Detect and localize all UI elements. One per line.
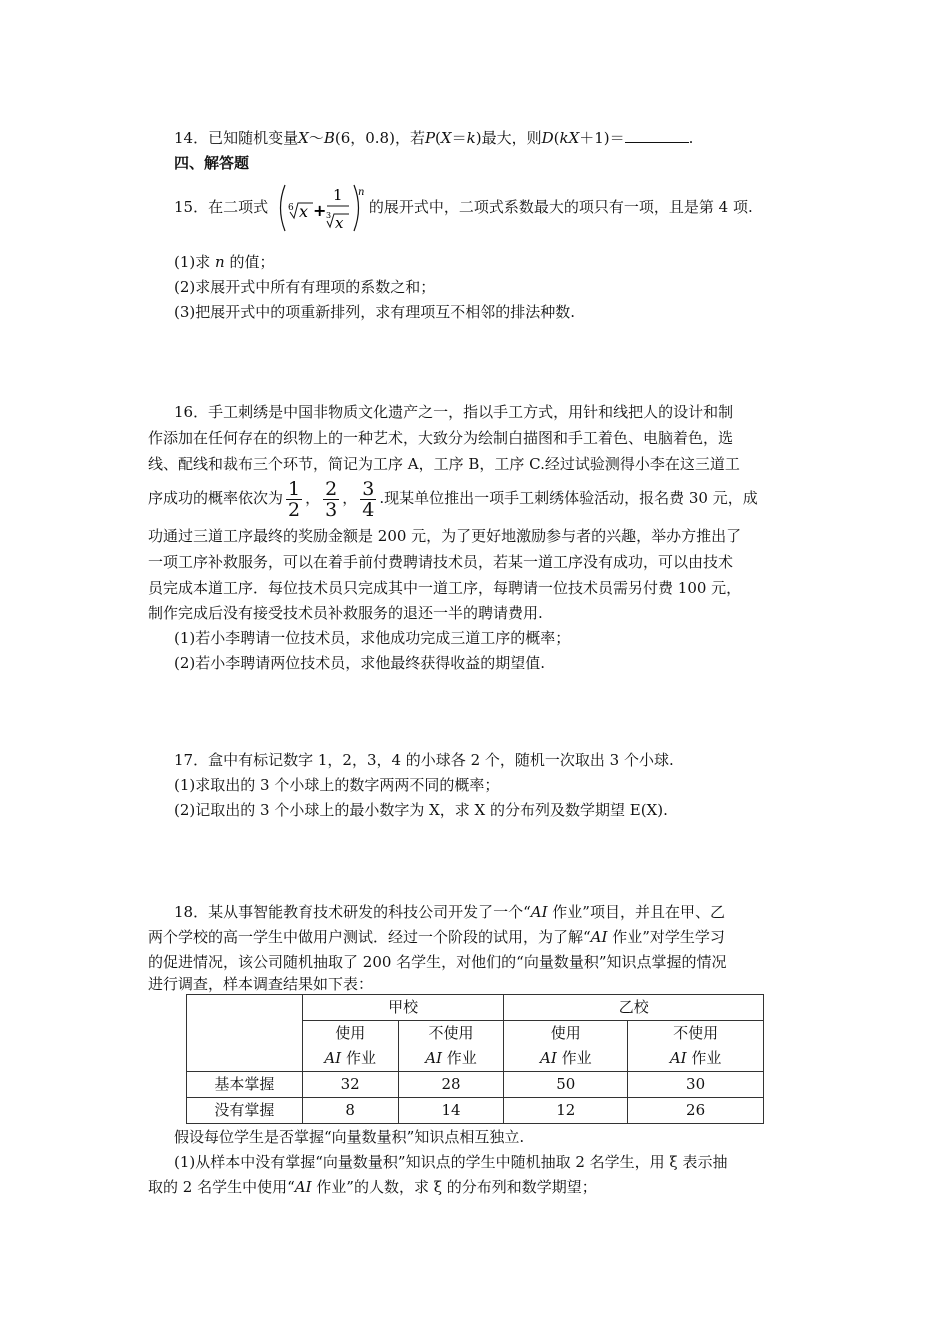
table-corner [187,995,303,1072]
q16-line5: 功通过三道工序最终的奖励金额是 200 元，为了更好地激励参与者的兴趣，举办方推出了 [148,527,742,545]
q16-sub2: (2)若小李聘请两位技术员，求他最终获得收益的期望值. [174,654,546,672]
power-n: n [357,187,365,198]
answer-blank [625,127,689,143]
root3-index: 3 [325,211,331,220]
q18-line3: 的促进情况，该公司随机抽取了 200 名学生，对他们的“向量数量积”知识点掌握的情况 [148,953,727,971]
q18-line2: 两个学校的高一学生中做用户测试．经过一个阶段的试用，为了解“AI 作业”对学生学习 [148,928,725,946]
row-label: 基本掌握 [187,1072,303,1098]
survey-table [186,994,764,1124]
q16-line2: 作添加在任何存在的织物上的一种艺术，大致分为绘制白描图和手工着色、电脑着色，选 [148,429,734,447]
q17-sub1: (1)求取出的 3 个小球上的数字两两不同的概率； [174,776,500,794]
col-a-nouse: 不使用 AI 作业 [398,1021,504,1072]
q16-line4: 序成功的概率依次为 $\frac{1}{2}$ ， $\frac{2}{3}$ ， $\frac{3}{4}$ .现某单位推出一项手工刺绣体验活动，报名费 30 元，成 [148,477,758,521]
x-term-2: x [334,214,344,232]
school-b-header: 乙校 [504,995,764,1021]
q16-line7: 员完成本道工序．每位技术员只完成其中一道工序，每聘请一位技术员需另付费 100 元， [148,579,742,597]
plus-sign: + [312,201,327,220]
row-label: 没有掌握 [187,1098,303,1124]
q18-sub1-line1: (1)从样本中没有掌握“向量数量积”知识点的学生中随机抽取 2 名学生，用 ξ 表示抽 [174,1153,728,1171]
section-heading: 四、解答题 [174,154,250,172]
table-cell: 28 [398,1072,504,1098]
q17-line1: 17．盒中有标记数字 1，2，3，4 的小球各 2 个，随机一次取出 3 个小球. [174,751,674,769]
table-cell: 30 [628,1072,764,1098]
table-row [187,1072,764,1098]
table-cell: 26 [628,1098,764,1124]
x-term: x [298,202,308,221]
school-a-header: 甲校 [302,995,504,1021]
left-paren [280,185,285,231]
table-row [187,1098,764,1124]
q16-line8: 制作完成后没有接受技术员补救服务的退还一半的聘请费用. [148,604,543,622]
fraction-one-half: $\frac{1}{2}$ [288,477,301,521]
table-cell: 12 [504,1098,628,1124]
q15-stem: 15．在二项式 6 x + 1 3 x n 的展开式中，二项式系数最大的项只有一项，且是第 4 项. [148,182,808,234]
fraction-three-quarters: $\frac{3}{4}$ [362,477,375,521]
q16-line6: 一项工序补救服务，可以在着手前付费聘请技术员，若某一道工序没有成功，可以由技术 [148,553,734,571]
q16-line3: 线、配线和裁布三个环节，简记为工序 A，工序 B，工序 C.经过试验测得小李在这三道工 [148,455,740,473]
q17-sub2: (2)记取出的 3 个小球上的最小数字为 X，求 X 的分布列及数学期望 E(X). [174,801,668,819]
col-b-nouse: 不使用 AI 作业 [628,1021,764,1072]
q16-sub1: (1)若小李聘请一位技术员，求他成功完成三道工序的概率； [174,629,571,647]
root6-index: 6 [287,203,294,213]
table-cell: 14 [398,1098,504,1124]
q18-sub1-line2: 取的 2 名学生中使用“AI 作业”的人数，求 ξ 的分布列和数学期望； [148,1178,597,1196]
q18-line1: 18．某从事智能教育技术研发的科技公司开发了一个“AI 作业”项目，并且在甲、乙 [174,903,725,921]
binomial-expression [275,182,367,234]
q14-line: 14．已知随机变量X～B(6，0.8)，若P(X＝k)最大，则D(kX＋1)＝ . [174,129,694,147]
q18-assumption: 假设每位学生是否掌握“向量数量积”知识点相互独立. [174,1128,525,1146]
table-cell: 8 [302,1098,398,1124]
numerator-one: 1 [332,186,343,204]
table-header-row [187,995,764,1021]
fraction-two-thirds: $\frac{2}{3}$ [325,477,338,521]
col-a-use: 使用 AI 作业 [302,1021,398,1072]
q15-sub3: (3)把展开式中的项重新排列，求有理项互不相邻的排法种数. [174,303,576,321]
q15-sub1: (1)求 n 的值； [174,253,275,271]
table-cell: 50 [504,1072,628,1098]
q15-sub2: (2)求展开式中所有有理项的系数之和； [174,278,436,296]
q16-line1: 16．手工刺绣是中国非物质文化遗产之一，指以手工方式，用针和线把人的设计和制 [174,403,734,421]
table-cell: 32 [302,1072,398,1098]
col-b-use: 使用 AI 作业 [504,1021,628,1072]
q18-line4: 进行调查，样本调查结果如下表： [148,975,374,993]
